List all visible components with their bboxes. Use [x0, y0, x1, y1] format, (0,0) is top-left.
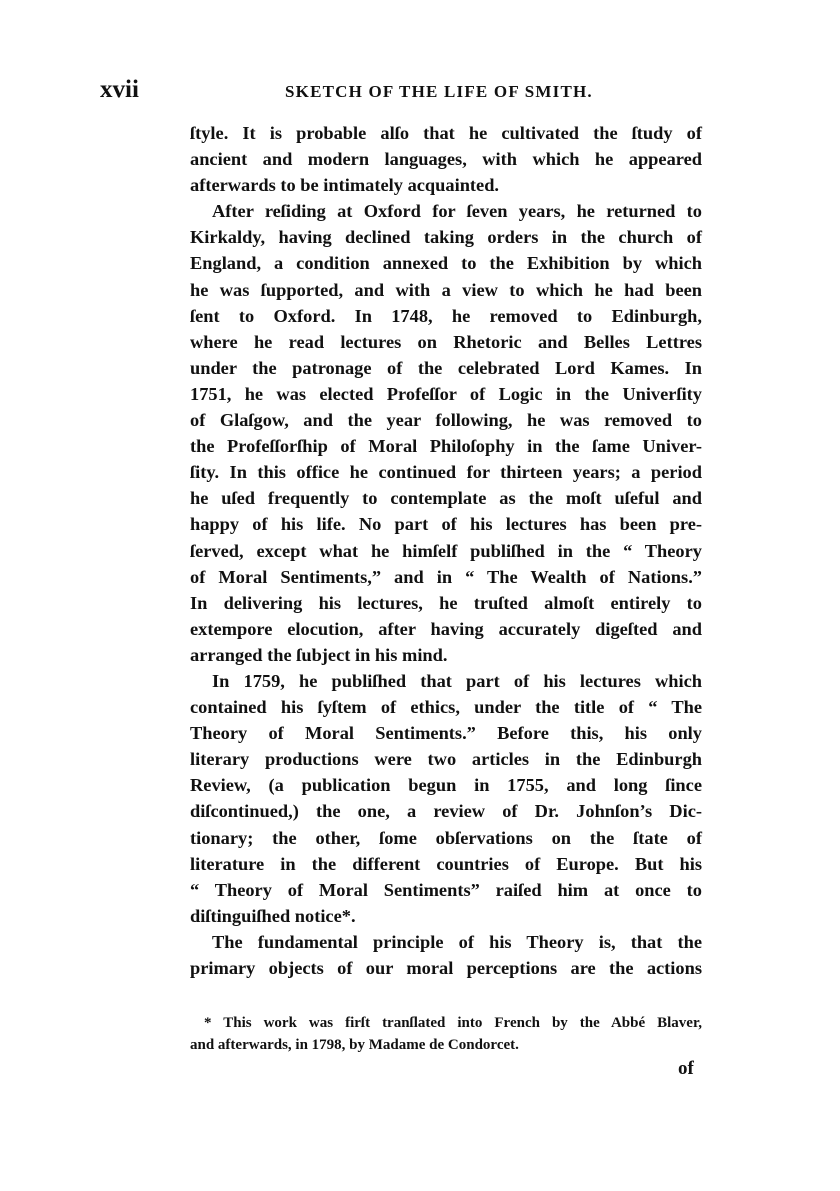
text-line: In delivering his lectures, he truſted almoſt entirely to — [190, 592, 702, 613]
text-line: ſtyle. It is probable alſo that he cultivated the ſtudy of — [190, 123, 702, 143]
text-line: happy of his life. No part of his lectures has been pre- — [190, 514, 702, 535]
text-line: ſerved, except what he himſelf publiſhed in the “ Theory — [190, 540, 702, 561]
running-title: SKETCH OF THE LIFE OF SMITH. — [285, 82, 593, 101]
text-line: tionary; the other, ſome obſervations on the ſtate of — [190, 827, 702, 848]
text-line: where he read lectures on Rhetoric and Belles Lettres — [190, 331, 702, 352]
text-line: afterwards to be intimately acquainted. — [190, 175, 500, 196]
text-line: England, a condition annexed to the Exhibition by which — [190, 253, 702, 274]
text-line: Theory of Moral Sentiments.” Before this, his only — [190, 723, 702, 744]
text-line: literature in the different countries of Europe. But his — [190, 853, 702, 874]
page-number: xvii — [100, 76, 139, 103]
text-line: ſent to Oxford. In 1748, he removed to Edinburgh, — [190, 305, 702, 326]
text-line: he uſed frequently to contemplate as the moſt uſeful and — [190, 488, 702, 509]
footnote — [190, 1012, 702, 1056]
text-line: extempore elocution, after having accurately digeſted and — [190, 618, 702, 639]
text-line: contained his ſyſtem of ethics, under the title of “ The — [190, 697, 702, 718]
text-line: “ Theory of Moral Sentiments” raiſed him at once to — [190, 879, 702, 900]
body-text — [190, 120, 702, 981]
text-line: diſcontinued,) the one, a review of Dr. Johnſon’s Dic- — [190, 801, 702, 822]
catchword: of — [678, 1058, 694, 1079]
footnote-line: and afterwards, in 1798, by Madame de Condorcet. — [190, 1037, 519, 1053]
footnote-line: * This work was firſt tranſlated into French by the Abbé Blaver, — [204, 1015, 702, 1031]
text-line: In 1759, he publiſhed that part of his lectures which — [212, 670, 702, 691]
text-line: Review, (a publication begun in 1755, and long ſince — [190, 775, 702, 796]
text-line: After reſiding at Oxford for ſeven years, he returned to — [212, 201, 702, 222]
text-line: under the patronage of the celebrated Lord Kames. In — [190, 357, 702, 378]
text-line: The fundamental principle of his Theory is, that the — [212, 931, 702, 952]
text-line: of Moral Sentiments,” and in “ The Wealth of Nations.” — [190, 566, 702, 587]
text-line: arranged the ſubject in his mind. — [190, 644, 448, 665]
running-head — [100, 76, 720, 110]
text-line: the Profeſſorſhip of Moral Philoſophy in the ſame Univer- — [190, 436, 702, 457]
text-line: ſity. In this office he continued for thirteen years; a period — [190, 462, 702, 483]
text-line: literary productions were two articles in the Edinburgh — [190, 749, 702, 770]
text-line: ancient and modern languages, with which he appeared — [190, 149, 702, 170]
text-line: 1751, he was elected Profeſſor of Logic in the Univerſity — [190, 383, 702, 404]
text-line: he was ſupported, and with a view to which he had been — [190, 279, 702, 300]
text-line: primary objects of our moral perceptions are the actions — [190, 958, 702, 978]
text-line: diſtinguiſhed notice*. — [190, 905, 356, 926]
text-line: of Glaſgow, and the year following, he was removed to — [190, 410, 702, 431]
text-line: Kirkaldy, having declined taking orders in the church of — [190, 227, 702, 248]
